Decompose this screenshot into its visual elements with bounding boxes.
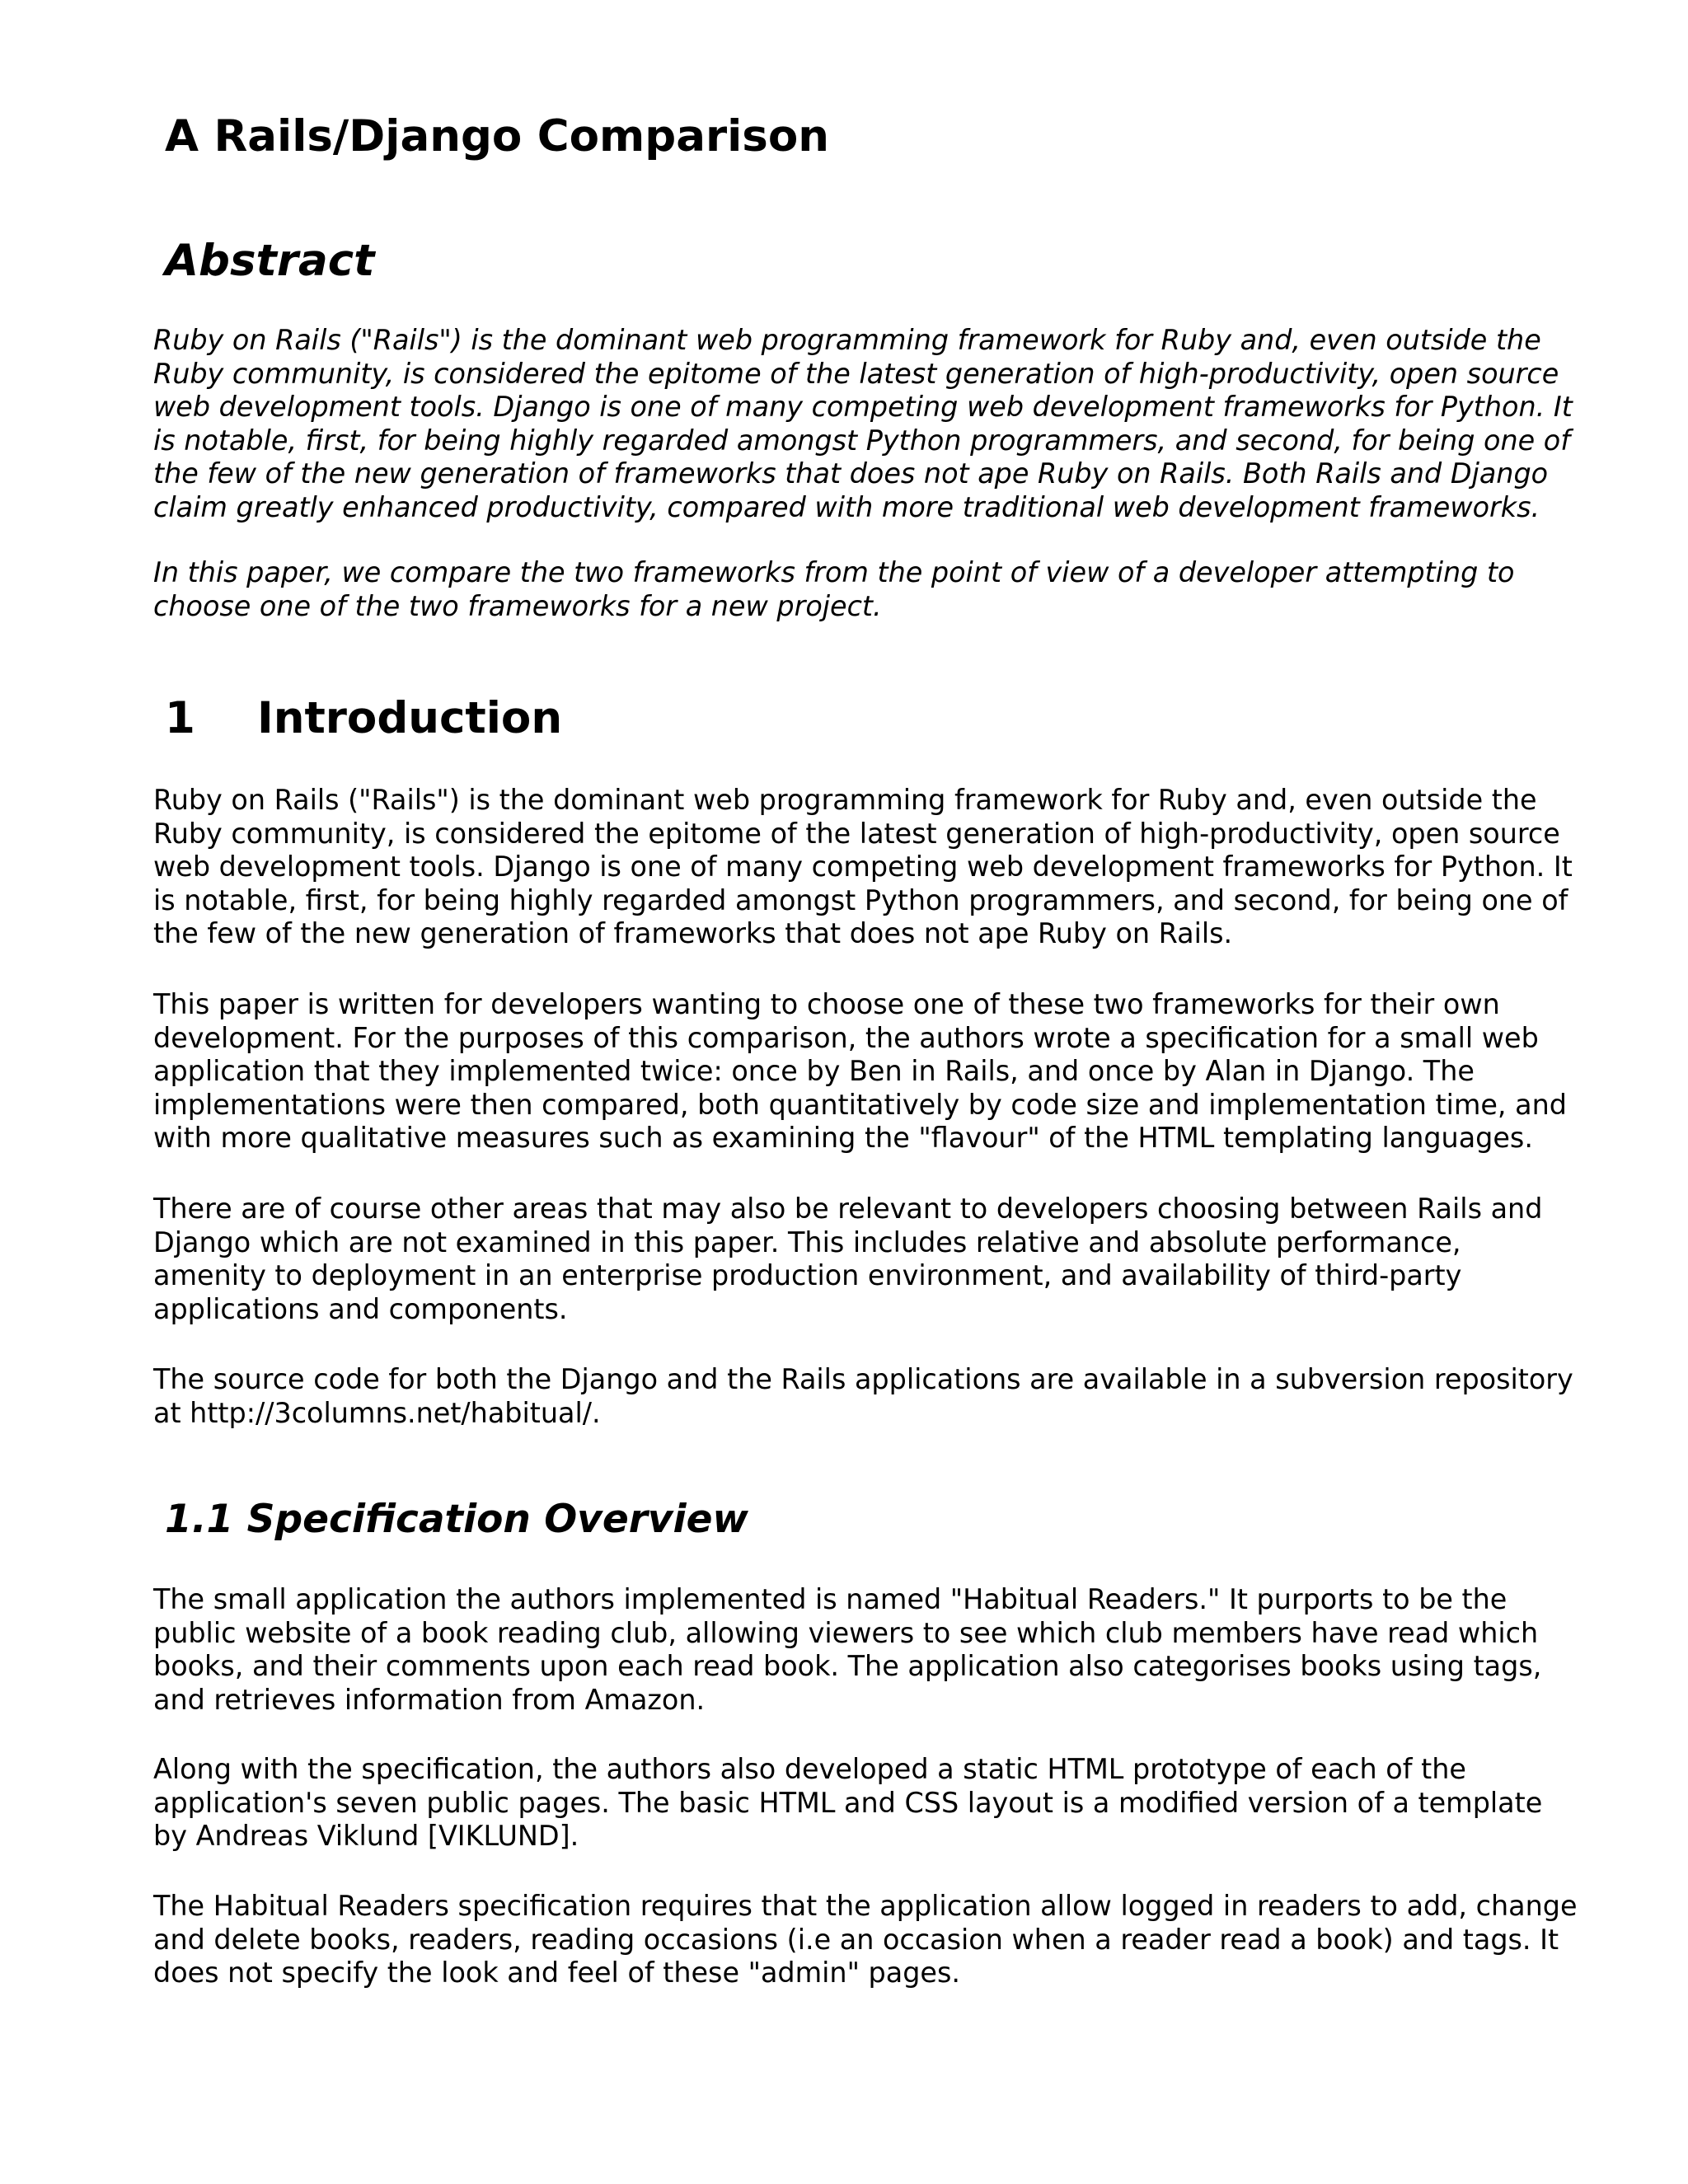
specification-paragraph-2: Along with the specification, the authors also developed a static HTML prototype of each of the application's seven public pages. The basic HTML and CSS layout is a modified version of a template by Andreas Viklund [VIKLUND]. (153, 1753, 1543, 1852)
introduction-paragraph-1: Ruby on Rails ("Rails") is the dominant web programming framework for Ruby and, even outside the Ruby community, is considered the epitome of the latest generation of high-productivity, open source web development tools. Django is one of many competing web development frameworks for Python. It is notable, first, for being highly regarded amongst Python programmers, and second, for being one of the few of the new generation of frameworks that does not ape Ruby on Rails. (153, 784, 1573, 949)
specification-paragraph-3: The Habitual Readers specification requires that the application allow logged in readers to add, change and delete books, readers, reading occasions (i.e an occasion when a reader read a book) and tags. It does not specify the look and feel of these "admin" pages. (153, 1890, 1578, 1989)
introduction-paragraph-3: There are of course other areas that may also be relevant to developers choosing between Rails and Django which are not examined in this paper. This includes relative and absolute performance, amenity to deployment in an enterprise production environment, and availability of third-party applications and components. (153, 1193, 1543, 1325)
specification-paragraph-1: The small application the authors implemented is named "Habitual Readers." It purports to be the public website of a book reading club, allowing viewers to see which club members have read which books, and their comments upon each read book. The application also categorises books using tags, and retrieves information from Amazon. (153, 1583, 1542, 1716)
document-title: A Rails/Django Comparison (165, 111, 829, 162)
subsection-heading-specification-overview: 1.1 Specification Overview (165, 1497, 748, 1542)
introduction-paragraph-2: This paper is written for developers wanting to choose one of these two frameworks for their own development. For the purposes of this comparison, the authors wrote a specification for a small web application that they implemented twice: once by Ben in Rails, and once by Alan in Django. The implementations were then compared, both quantitatively by code size and implementation time, and with more qualitative measures such as examining the "flavour" of the HTML templating languages. (153, 988, 1567, 1154)
abstract-heading: Abstract (165, 236, 375, 286)
abstract-paragraph-2: In this paper, we compare the two frameworks from the point of view of a developer attempting to choose one of the two frameworks for a new project. (153, 556, 1515, 622)
introduction-paragraph-4: The source code for both the Django and the Rails applications are available in a subversion repository at http://3columns.net/habitual/. (153, 1363, 1573, 1429)
section-heading-introduction (165, 692, 1591, 745)
section-number: 1 (165, 693, 195, 743)
abstract-paragraph-1: Ruby on Rails ("Rails") is the dominant web programming framework for Ruby and, even outside the Ruby community, is considered the epitome of the latest generation of high-productivity, open source web development tools. Django is one of many competing web development frameworks for Python. It is notable, first, for being highly regarded amongst Python programmers, and second, for being one of the few of the new generation of frameworks that does not ape Ruby on Rails. Both Rails and Django claim greatly enhanced productivity, compared with more traditional web development frameworks. (153, 324, 1573, 523)
section-title: Introduction (257, 693, 563, 743)
